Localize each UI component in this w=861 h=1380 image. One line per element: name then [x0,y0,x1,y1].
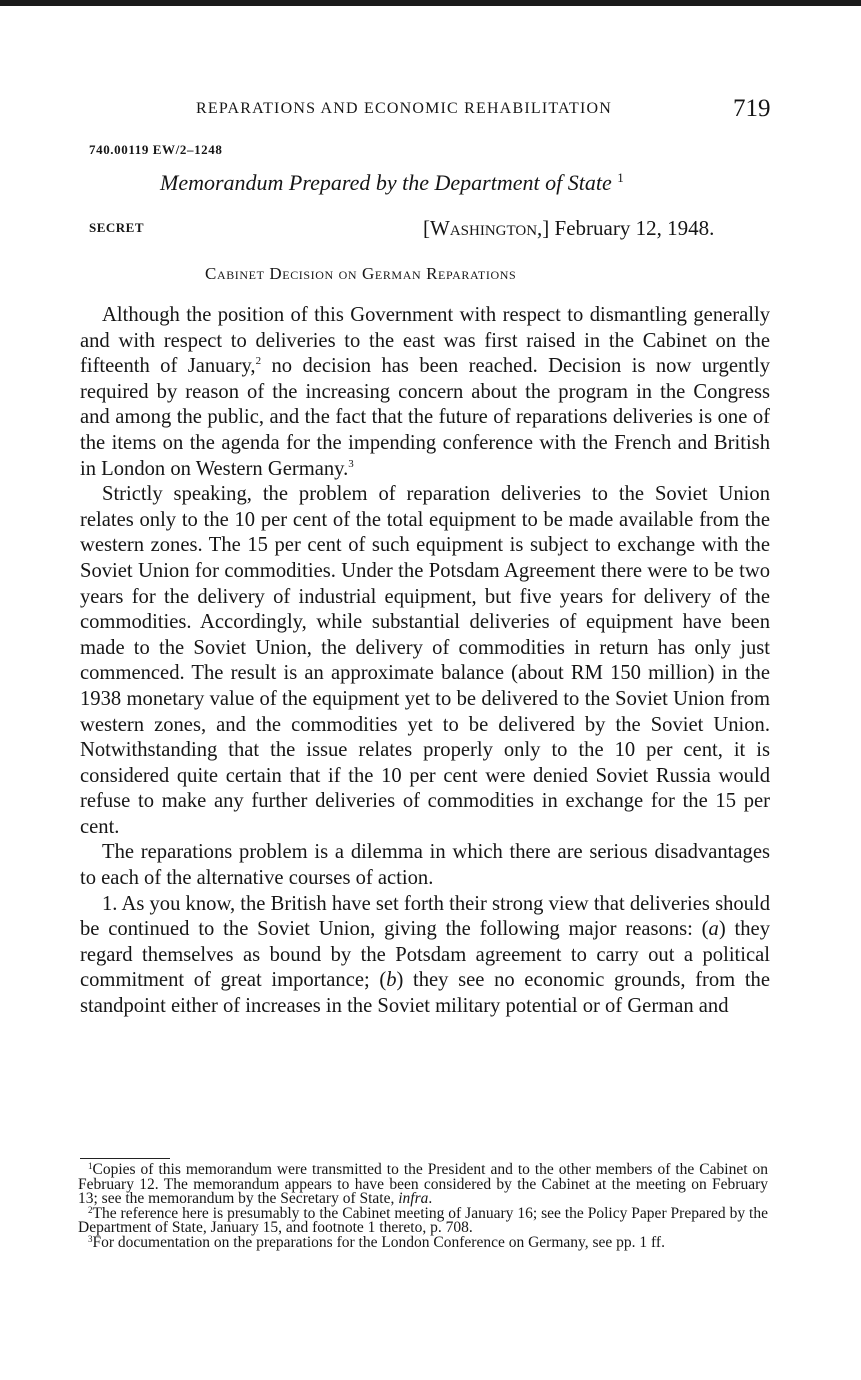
footnote-ref: 3 [348,457,354,470]
dateline-date: February 12, 1948. [554,216,715,240]
dateline [423,216,714,241]
paragraph-text: ) they see no economic grounds, from the standpoint either of increases in the Soviet military potential or of German and [80,969,770,1018]
enumerator: a [708,918,719,941]
footnote-ref: 1 [617,170,624,185]
section-heading: Cabinet Decision on German Reparations [205,264,517,283]
file-number: 740.00119 EW/2–1248 [89,142,223,157]
footnote-text: For documentation on the preparations for the London Conference on Germany, see pp. 1 ff. [92,1233,665,1251]
page-top-edge [0,0,861,6]
footnote [78,1204,768,1236]
classification-marking: SECRET [89,220,145,235]
paragraph [80,892,770,1020]
footnote [78,1163,768,1207]
paragraph-text: ) they regard themselves as bound by the Potsdam agreement to carry out a political commitment of great importance; ( [80,918,770,992]
footnote-divider [80,1158,170,1159]
paragraph-text: 1. As you know, the British have set forth their strong view that deliveries should be continued to the Soviet Union, giving the following major reasons: ( [80,892,770,941]
footnote-mark: 2 [88,1204,93,1215]
paragraph: Strictly speaking, the problem of reparation deliveries to the Soviet Union relates only to the 10 per cent of the total equipment to be made available from the western zones. The 15 per cent of such equipment is subject to exchange with the Soviet Union for commodities. Under the Potsdam Agreement there were to be two years for the delivery of industrial equipment, but five years for delivery of the commodities. Accordingly, while substantial deliveries of equipment have been made to the Soviet Union, the delivery of commodities in return has only just commenced. The result is an approximate balance (about RM 150 million) in the 1938 monetary value of the equipment yet to be delivered to the Soviet Union from western zones, and the commodities yet to be delivered by the Soviet Union. Notwithstanding that the issue relates properly only to the 10 per cent, it is considered quite certain that if the 10 per cent were denied Soviet Russia would refuse to make any further deliveries of commodities in exchange for the 15 per cent. [80,483,770,838]
page-number: 719 [733,95,771,122]
footnote [78,1233,768,1251]
footnote-text: The reference here is presumably to the Cabinet meeting of January 16; see the Policy Paper Prepared by the Department of State, January 15, and footnote 1 thereto, p. 708. [78,1204,768,1236]
paragraph-text: no decision has been reached. Decision is now urgently required by reason of the increasing concern about the program in the Congress and among the public, and the fact that the future of reparations deliveries is one of the items on the agenda for the impending conference with the French and British in London on Western Germany. [80,355,770,480]
running-head: REPARATIONS AND ECONOMIC REHABILITATION [196,100,613,117]
footnote-text: infra [398,1190,429,1207]
footnotes [78,1163,768,1250]
document-title-text: Memorandum Prepared by the Department of State [160,170,612,195]
document-title [160,170,624,196]
paragraph: The reparations problem is a dilemma in which there are serious disadvantages to each of the alternative courses of action. [80,841,770,890]
paragraph-text: Although the position of this Government with respect to dismantling generally and with respect to deliveries to the east was first raised in the Cabinet on the fifteenth of January, [80,304,770,378]
memorandum-body [80,303,770,1020]
paragraph [80,303,770,482]
footnote-text: Copies of this memorandum were transmitted to the President and to the other members of the Cabinet on February 12. The memorandum appears to have been considered by the Cabinet at the meeting on February 13; see the memorandum by the Secretary of State, [78,1161,768,1207]
footnote-text: . [428,1190,433,1207]
footnote-mark: 3 [88,1233,93,1244]
footnote-ref: 2 [255,355,262,368]
dateline-place: [Washington,] [423,216,550,240]
footnote-mark: 1 [88,1161,93,1171]
enumerator: b [386,969,397,992]
